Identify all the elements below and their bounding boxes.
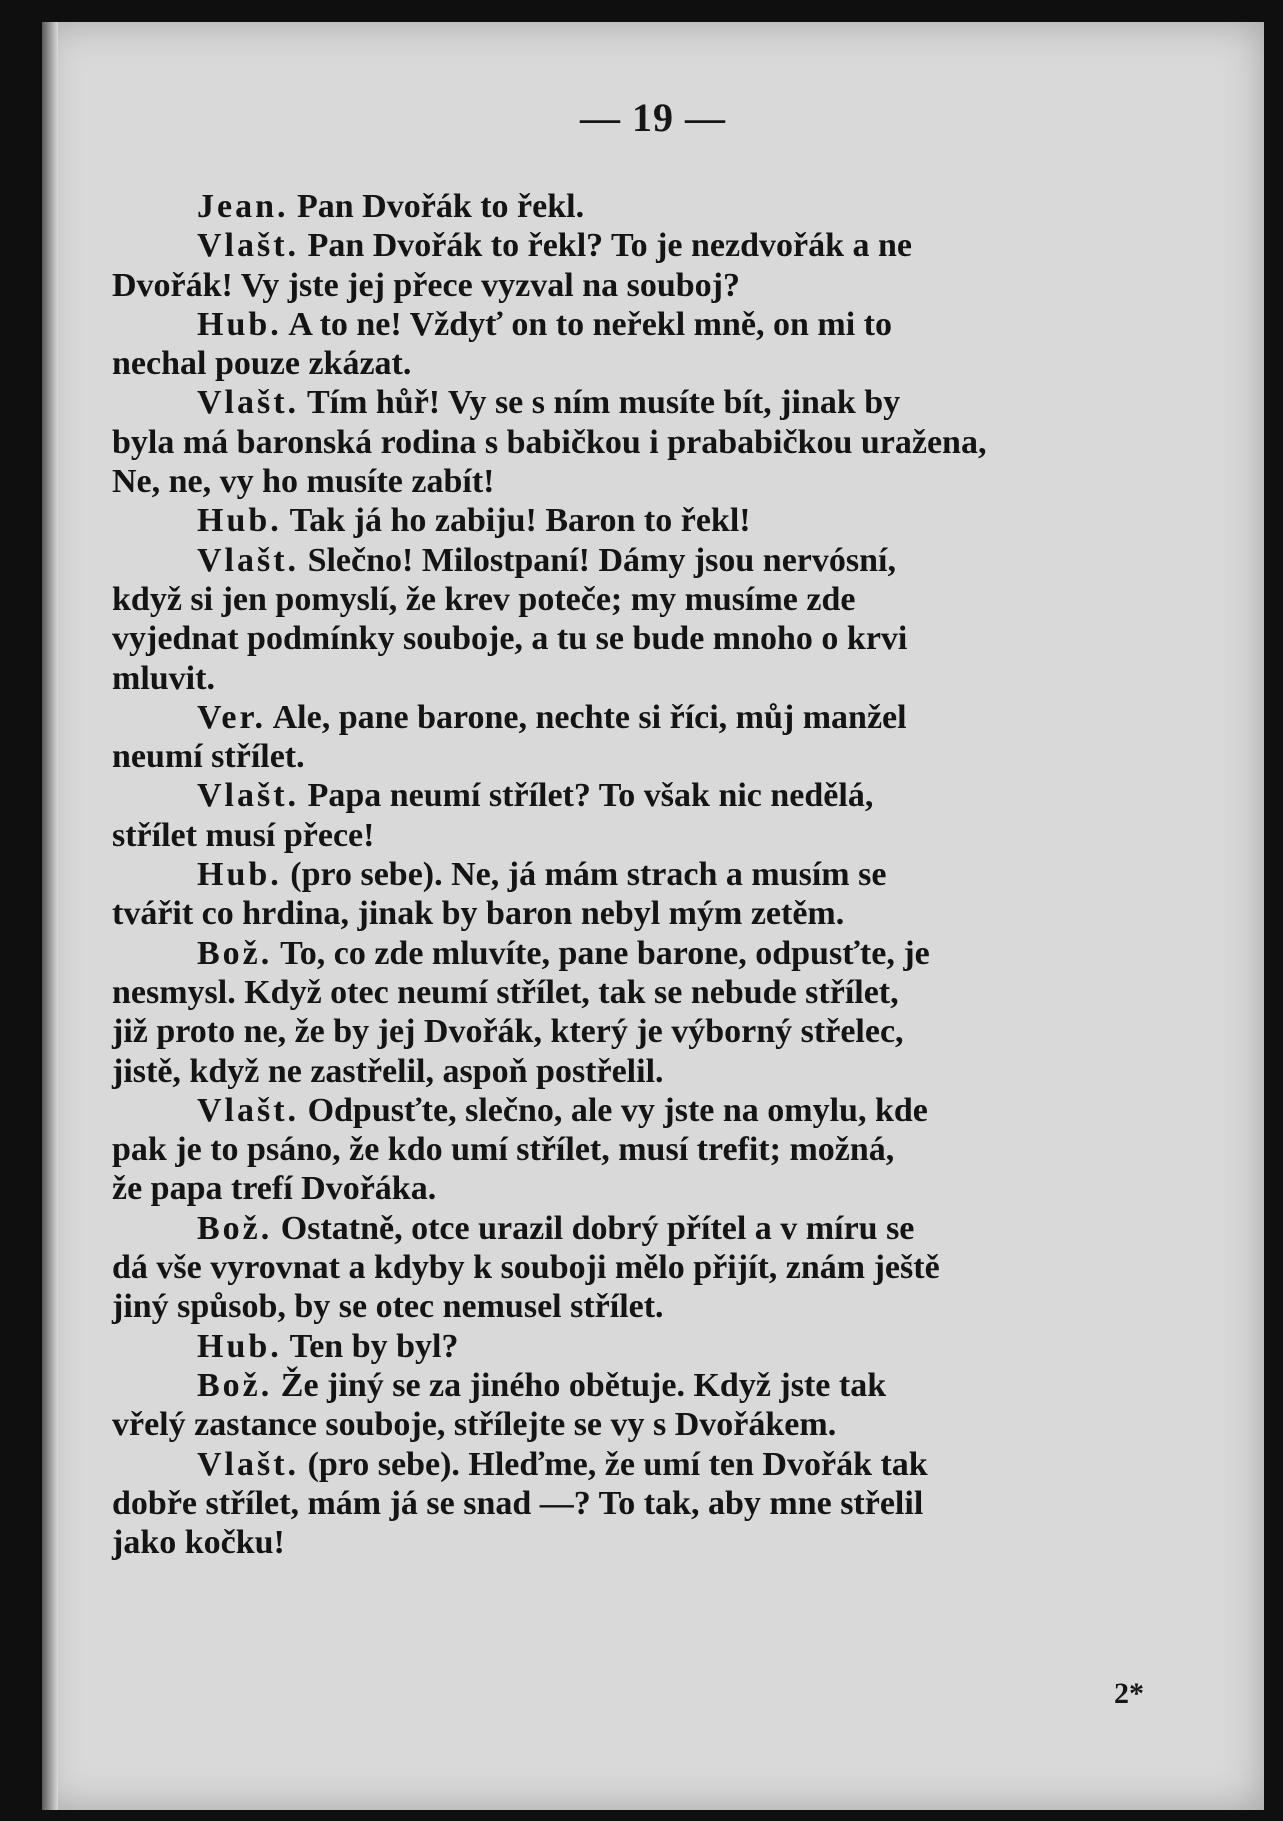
text-line	[112, 1484, 1182, 1523]
line-text: vřelý zastance souboje, střílejte se vy s Dvořákem.	[112, 1406, 837, 1444]
line-text: Slečno! Milostpaní! Dámy jsou nervósní,	[299, 541, 896, 579]
text-line	[112, 855, 1182, 894]
line-text: nechal pouze zkázat.	[112, 345, 412, 383]
text-line	[112, 1130, 1182, 1169]
text-line	[112, 619, 1182, 658]
text-line	[112, 580, 1182, 619]
line-text: Ne, ne, vy ho musíte zabít!	[112, 463, 495, 501]
line-text: mluvit.	[112, 659, 215, 697]
line-text: dá vše vyrovnat a kdyby k souboji mělo přijít, znám ještě	[112, 1249, 940, 1287]
text-line	[112, 1366, 1182, 1405]
text-line	[112, 344, 1182, 383]
line-text: jistě, když ne zastřelil, aspoň postřelil.	[112, 1052, 664, 1090]
text-line	[112, 776, 1182, 815]
line-text: tvářit co hrdina, jinak by baron nebyl mým zetěm.	[112, 895, 845, 933]
line-text: Dvořák! Vy jste jej přece vyzval na souboj?	[112, 266, 740, 304]
speaker-name: Vlašt.	[197, 384, 300, 422]
text-line	[112, 894, 1182, 933]
line-text: Pan Dvořák to řekl? To je nezdvořák a ne	[299, 227, 913, 265]
text-line	[112, 423, 1182, 462]
line-text: střílet musí přece!	[112, 816, 375, 854]
text-line	[112, 1169, 1182, 1208]
line-text: že papa trefí Dvořáka.	[112, 1170, 437, 1208]
text-line	[112, 1327, 1182, 1366]
line-text: byla má baronská rodina s babičkou i prababičkou uražena,	[112, 423, 987, 461]
speaker-name: Bož.	[197, 1366, 273, 1404]
line-text: Ostatně, otce urazil dobrý přítel a v míru se	[272, 1209, 915, 1247]
text-line	[112, 934, 1182, 973]
page-binding-shadow	[42, 22, 58, 1810]
speaker-name: Bož.	[197, 1209, 273, 1247]
text-line	[112, 1523, 1182, 1562]
dialogue-text	[112, 187, 1182, 1562]
text-line	[112, 1405, 1182, 1444]
text-line	[112, 187, 1182, 226]
line-text: vyjednat podmínky souboje, a tu se bude mnoho o krvi	[112, 620, 908, 658]
line-text: To, co zde mluvíte, pane barone, odpusťte, je	[272, 934, 930, 972]
text-line	[112, 698, 1182, 737]
text-line	[112, 501, 1182, 540]
text-line	[112, 737, 1182, 776]
speaker-name: Bož.	[197, 934, 273, 972]
line-text: Ale, pane barone, nechte si říci, můj manžel	[266, 698, 907, 736]
line-text: Pan Dvořák to řekl.	[288, 188, 585, 225]
line-text: Papa neumí střílet? To však nic nedělá,	[299, 777, 874, 815]
text-line	[112, 1287, 1182, 1326]
speaker-name: Hub.	[197, 856, 282, 894]
speaker-name: Jean.	[197, 188, 289, 225]
line-text: již proto ne, že by jej Dvořák, který je výborný střelec,	[112, 1013, 904, 1051]
text-line	[112, 1052, 1182, 1091]
text-line	[112, 659, 1182, 698]
speaker-name: Vlašt.	[197, 541, 300, 579]
book-page	[42, 22, 1264, 1810]
page-number: — 19 —	[580, 95, 726, 140]
text-line	[112, 816, 1182, 855]
text-line	[112, 973, 1182, 1012]
text-line	[112, 383, 1182, 422]
speaker-name: Vlašt.	[197, 1445, 300, 1483]
line-text: neumí střílet.	[112, 738, 305, 776]
text-line	[112, 462, 1182, 501]
speaker-name: Hub.	[197, 1327, 282, 1365]
text-line	[112, 1248, 1182, 1287]
text-line	[112, 1445, 1182, 1484]
text-line	[112, 305, 1182, 344]
line-text: jiný spůsob, by se otec nemusel střílet.	[112, 1288, 664, 1326]
line-text: pak je to psáno, že kdo umí střílet, musí trefit; možná,	[112, 1131, 895, 1169]
printer-signature-mark: 2*	[1114, 1677, 1144, 1710]
line-text: (pro sebe). Ne, já mám strach a musím se	[281, 856, 887, 894]
line-text: Odpusťte, slečno, ale vy jste na omylu, kde	[299, 1091, 928, 1129]
text-line	[112, 226, 1182, 265]
line-text: když si jen pomyslí, že krev poteče; my musíme zde	[112, 580, 856, 618]
speaker-name: Vlašt.	[197, 1091, 300, 1129]
text-line	[112, 541, 1182, 580]
line-text: jako kočku!	[112, 1524, 285, 1562]
text-line	[112, 266, 1182, 305]
line-text: nesmysl. Když otec neumí střílet, tak se nebude střílet,	[112, 973, 899, 1011]
line-text: dobře střílet, mám já se snad —? To tak, aby mne střelil	[112, 1484, 924, 1522]
speaker-name: Vlašt.	[197, 777, 300, 815]
line-text: Tím hůř! Vy se s ním musíte bít, jinak by	[299, 384, 901, 422]
line-text: A to ne! Vždyť on to neřekl mně, on mi to	[281, 305, 892, 343]
text-line	[112, 1091, 1182, 1130]
line-text: Že jiný se za jiného obětuje. Když jste tak	[272, 1366, 887, 1404]
line-text: Tak já ho zabiju! Baron to řekl!	[281, 502, 751, 540]
text-line	[112, 1012, 1182, 1051]
speaker-name: Vlašt.	[197, 227, 300, 265]
speaker-name: Hub.	[197, 305, 282, 343]
speaker-name: Ver.	[197, 698, 266, 736]
speaker-name: Hub.	[197, 502, 282, 540]
line-text: (pro sebe). Hleďme, že umí ten Dvořák tak	[299, 1445, 928, 1483]
line-text: Ten by byl?	[281, 1327, 459, 1365]
text-line	[112, 1209, 1182, 1248]
